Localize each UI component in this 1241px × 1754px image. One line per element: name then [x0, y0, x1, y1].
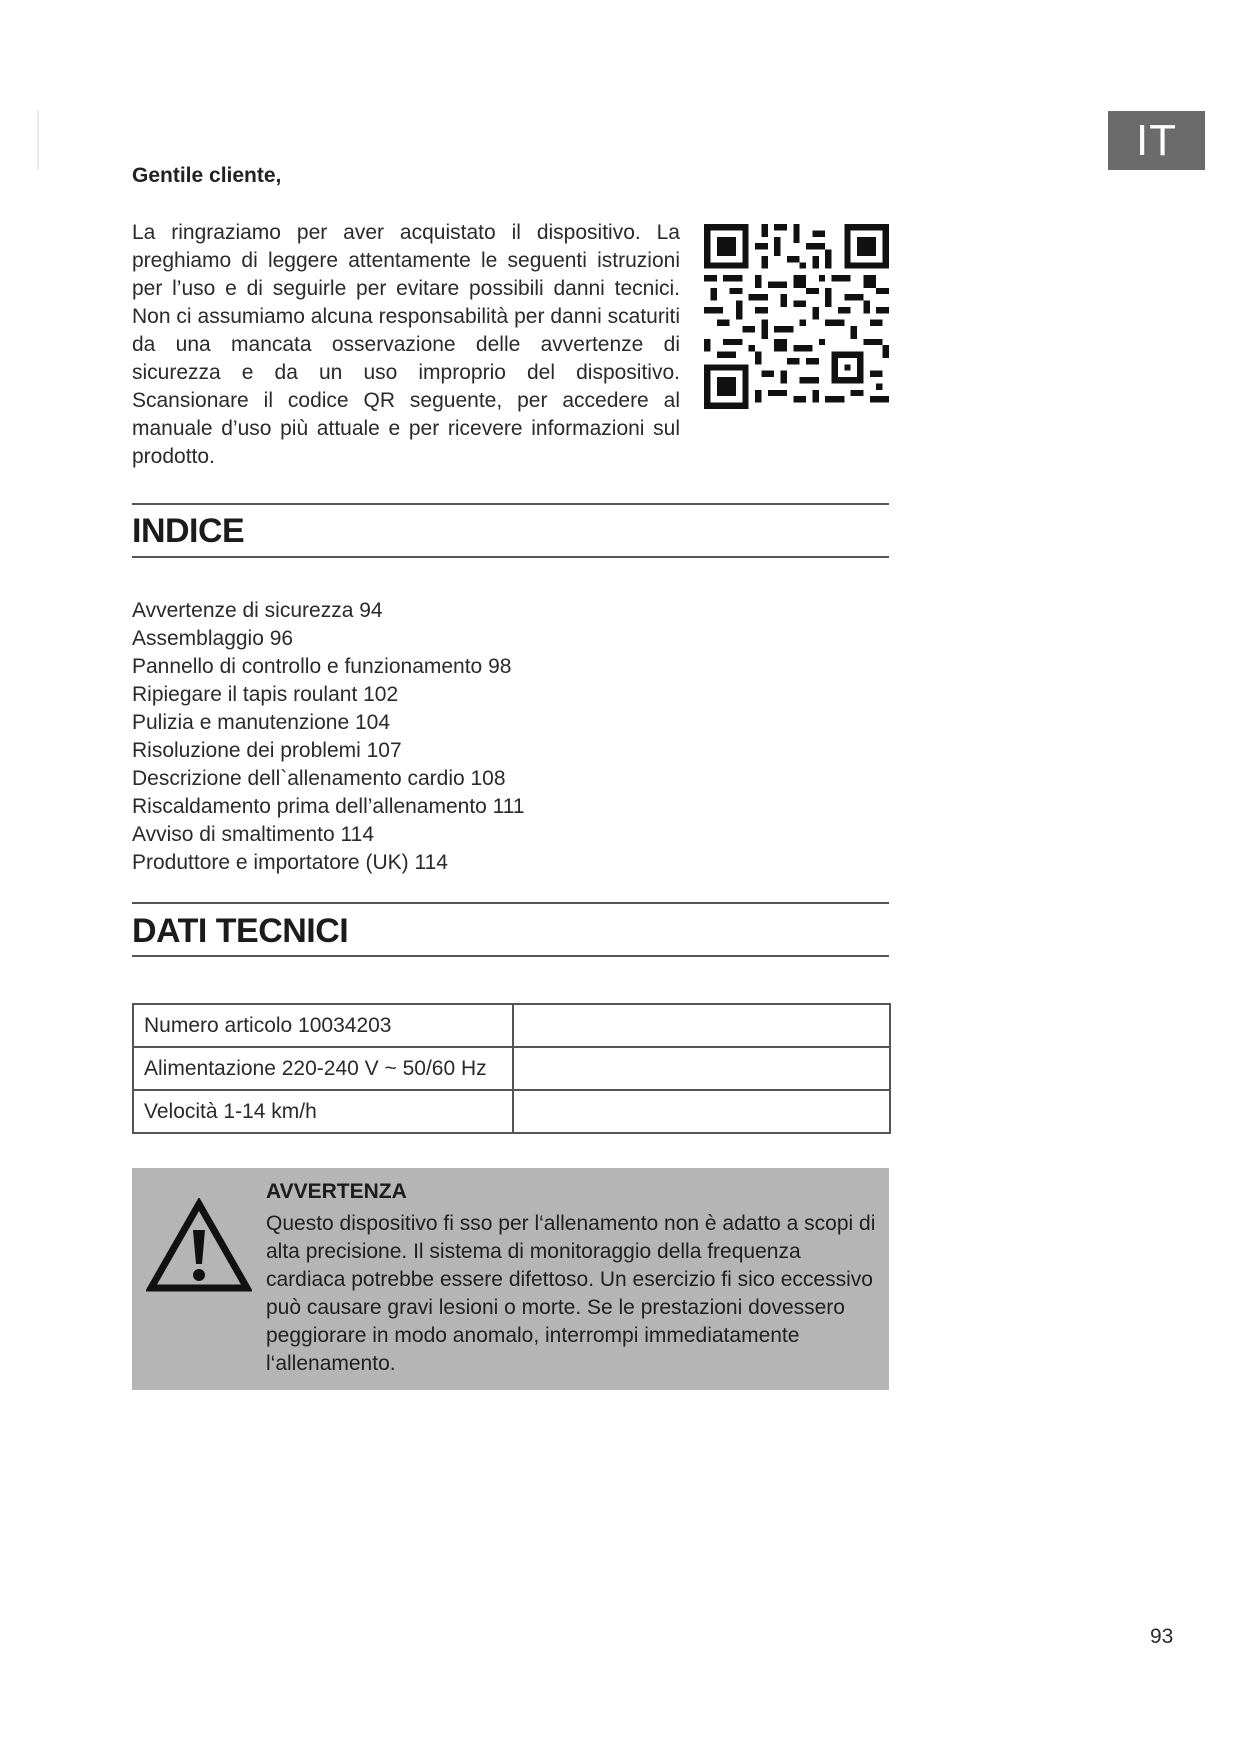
index-top-rule	[132, 503, 889, 505]
index-bottom-rule	[132, 556, 889, 558]
toc-item: Pulizia e manutenzione 104	[132, 711, 391, 734]
toc-item: Assemblaggio 96	[132, 627, 294, 650]
intro-paragraph: La ringraziamo per aver acquistato il dispositivo. La preghiamo di leggere attentamente le seguenti istruzioni per l’uso e di seguirle per evitare possibili danni tecnici. Non ci assumiamo alcuna responsabilità per danni scaturiti da una mancata osservazione delle avvertenze di sicurezza e da un uso improprio del dispositivo. Scansionare il codice QR seguente, per accedere al manuale d’uso più attuale e per ricevere informazioni sul prodotto.	[132, 221, 680, 468]
warning-text: Questo dispositivo fi sso per l‘allenamento non è adatto a scopi di alta precisione. Il sistema di monitoraggio della frequenza cardiaca potrebbe essere difettoso. Un esercizio fi sico eccessivo può causare gravi lesioni o morte. Se le prestazioni dovessero peggiorare in modo anomalo, interrompi immediatamente l‘allenamento.	[266, 1212, 876, 1375]
table-of-contents	[132, 597, 525, 877]
spec-value	[513, 1047, 890, 1090]
spec-value	[513, 1004, 890, 1047]
tech-bottom-rule	[132, 955, 889, 957]
toc-item: Pannello di controllo e funzionamento 98	[132, 655, 512, 678]
spec-value	[513, 1090, 890, 1133]
tech-top-rule	[132, 902, 889, 904]
toc-item: Avvertenze di sicurezza 94	[132, 599, 383, 622]
toc-item: Avviso di smaltimento 114	[132, 823, 375, 846]
tech-specs-table	[132, 1003, 891, 1134]
toc-item: Risoluzione dei problemi 107	[132, 739, 402, 762]
spec-label: Alimentazione 220-240 V ~ 50/60 Hz	[133, 1047, 513, 1090]
margin-line	[37, 110, 39, 170]
qr-code-icon	[704, 224, 889, 409]
toc-item: Descrizione dell`allenamento cardio 108	[132, 767, 506, 790]
table-row	[133, 1090, 890, 1133]
tech-title: DATI TECNICI	[132, 912, 349, 950]
warning-triangle-icon	[146, 1198, 252, 1294]
toc-item: Ripiegare il tapis roulant 102	[132, 683, 399, 706]
warning-title: AVVERTENZA	[266, 1180, 407, 1203]
index-title: INDICE	[132, 512, 245, 550]
table-row	[133, 1047, 890, 1090]
language-tab: IT	[1108, 111, 1205, 170]
spec-label: Velocità 1-14 km/h	[133, 1090, 513, 1133]
greeting: Gentile cliente,	[132, 164, 282, 187]
toc-item: Riscaldamento prima dell’allenamento 111	[132, 795, 525, 818]
spec-label: Numero articolo 10034203	[133, 1004, 513, 1047]
page-number: 93	[1150, 1625, 1174, 1648]
toc-item: Produttore e importatore (UK) 114	[132, 851, 448, 874]
table-row	[133, 1004, 890, 1047]
